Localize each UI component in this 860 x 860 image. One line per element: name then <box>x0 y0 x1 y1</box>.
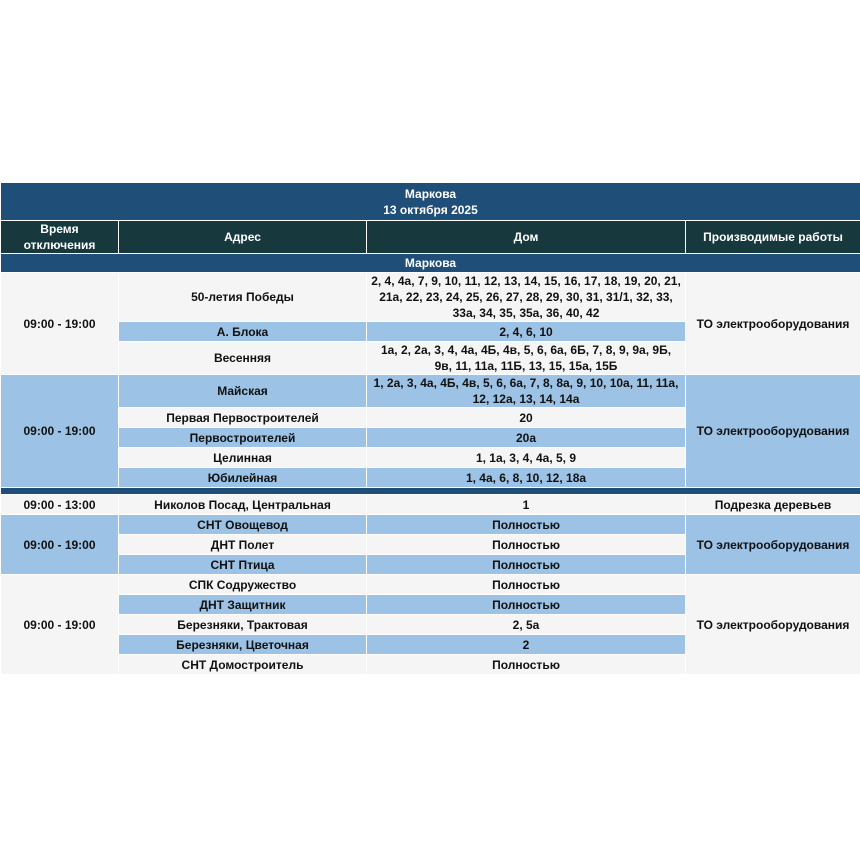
separator-bar <box>1 488 860 495</box>
header-house: Дом <box>367 221 686 254</box>
address-cell: Первостроителей <box>119 428 367 448</box>
group-time: 09:00 - 19:00 <box>1 515 119 575</box>
address-cell: Первая Первостроителей <box>119 408 367 428</box>
houses-cell: 20 <box>367 408 686 428</box>
table-row <box>1 495 860 515</box>
table-title <box>1 183 860 221</box>
address-cell: СНТ Домостроитель <box>119 655 367 675</box>
group-work: ТО электрооборудования <box>686 515 860 575</box>
table-row <box>1 273 860 322</box>
header-work: Производимые работы <box>686 221 860 254</box>
address-cell: СПК Содружество <box>119 575 367 595</box>
houses-cell: Полностью <box>367 575 686 595</box>
address-cell: Юбилейная <box>119 468 367 488</box>
outage-schedule-table <box>0 182 860 675</box>
houses-cell: 2 <box>367 635 686 655</box>
houses-cell: 2, 4, 4а, 7, 9, 10, 11, 12, 13, 14, 15, 16, 17, 18, 19, 20, 21, 21а, 22, 23, 24, 25, 26, 27, 28, 29, 30, 31, 31/1, 32, 33, 33а, 34, 35, 35а, 36, 40, 42 <box>367 273 686 322</box>
group-work: ТО электрооборудования <box>686 575 860 675</box>
address-cell: 50-летия Победы <box>119 273 367 322</box>
houses-cell: Полностью <box>367 535 686 555</box>
houses-cell: 1а, 2, 2а, 3, 4, 4а, 4Б, 4в, 5, 6, 6а, 6Б, 7, 8, 9, 9а, 9Б, 9в, 11, 11а, 11Б, 13, 15, 15а, 15Б <box>367 342 686 375</box>
houses-cell: Полностью <box>367 555 686 575</box>
houses-cell: 1, 2а, 3, 4а, 4Б, 4в, 5, 6, 6а, 7, 8, 8а, 9, 10, 10а, 11, 11а, 12, 12а, 13, 14, 14а <box>367 375 686 408</box>
locality-title: Маркова <box>404 186 457 201</box>
houses-cell: 2, 4, 6, 10 <box>367 322 686 342</box>
address-cell: ДНТ Полет <box>119 535 367 555</box>
address-cell: Майская <box>119 375 367 408</box>
houses-cell: 1, 4а, 6, 8, 10, 12, 18а <box>367 468 686 488</box>
table-row <box>1 375 860 408</box>
column-header-row <box>1 221 860 254</box>
houses-cell: Полностью <box>367 595 686 615</box>
group-time: 09:00 - 19:00 <box>1 575 119 675</box>
address-cell: Целинная <box>119 448 367 468</box>
date-title: 13 октября 2025 <box>383 202 478 217</box>
houses-cell: Полностью <box>367 655 686 675</box>
houses-cell: 1 <box>367 495 686 515</box>
group-work: ТО электрооборудования <box>686 375 860 488</box>
section-row <box>1 254 860 273</box>
address-cell: СНТ Овощевод <box>119 515 367 535</box>
address-cell: Николов Посад, Центральная <box>119 495 367 515</box>
houses-cell: 20а <box>367 428 686 448</box>
table-row <box>1 515 860 535</box>
group-time: 09:00 - 19:00 <box>1 375 119 488</box>
address-cell: ДНТ Защитник <box>119 595 367 615</box>
houses-cell: 1, 1а, 3, 4, 4а, 5, 9 <box>367 448 686 468</box>
houses-cell: 2, 5а <box>367 615 686 635</box>
address-cell: Березняки, Трактовая <box>119 615 367 635</box>
group-time: 09:00 - 19:00 <box>1 273 119 375</box>
address-cell: Весенняя <box>119 342 367 375</box>
address-cell: Березняки, Цветочная <box>119 635 367 655</box>
group-work: ТО электрооборудования <box>686 273 860 375</box>
group-time: 09:00 - 13:00 <box>1 495 119 515</box>
address-cell: А. Блока <box>119 322 367 342</box>
separator-row <box>1 488 860 495</box>
section-name: Маркова <box>1 254 860 273</box>
header-time: Время отключения <box>1 221 119 254</box>
houses-cell: Полностью <box>367 515 686 535</box>
title-row <box>1 183 860 221</box>
group-work: Подрезка деревьев <box>686 495 860 515</box>
address-cell: СНТ Птица <box>119 555 367 575</box>
header-address: Адрес <box>119 221 367 254</box>
table-row <box>1 575 860 595</box>
